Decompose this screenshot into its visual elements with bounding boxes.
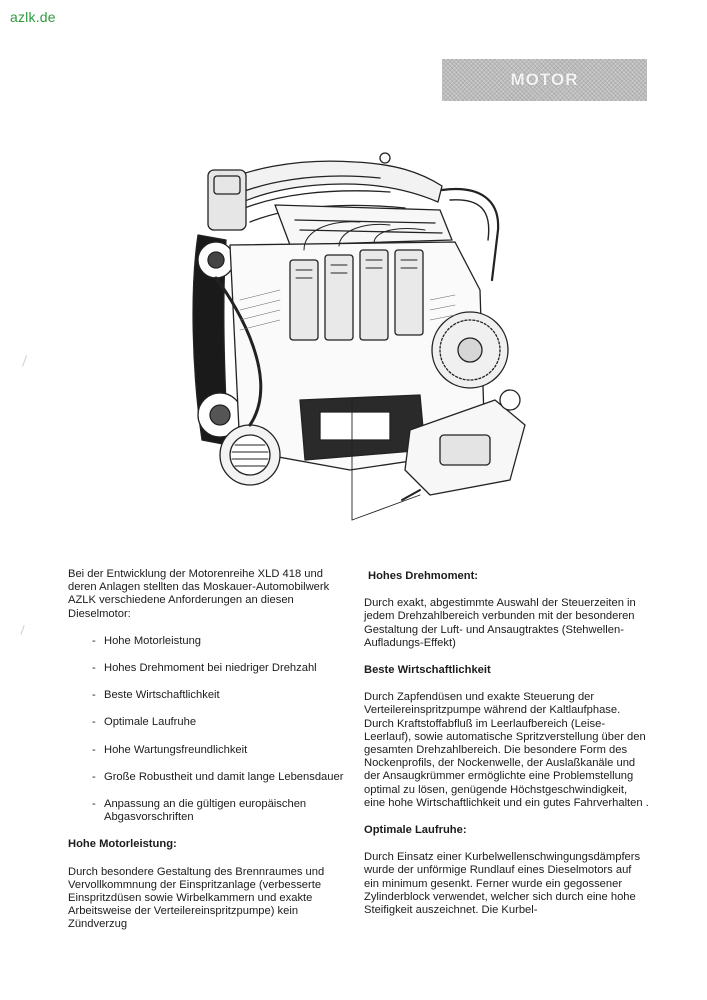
list-item-text: Beste Wirtschaftlichkeit [104, 689, 220, 702]
torque-paragraph: Durch exakt, abgestimmte Auswahl der Steuerzeiten in jedem Drehzahlbereich verbunden mit der besonderen Gestaltung der Luft- und Ansaugtraktes (Stehwellen-Aufladungs-Effekt) [364, 597, 636, 649]
section-banner [442, 59, 647, 101]
list-dash: - [92, 634, 96, 647]
list-dash: - [92, 662, 96, 675]
list-dash: - [92, 770, 96, 783]
list-item-text: Optimale Laufruhe [104, 716, 197, 729]
list-dash: - [92, 798, 96, 811]
smooth-paragraph: Durch Einsatz einer Kurbelwellenschwingungsdämpfers wurde der unförmige Rundlauf eines Dieselmotors auf ein minimum gesenkt. Ferner wurde ein gegossener Zylinderblock verwendet, welcher sich durch eine hohe Steifigkeit auszeichnet. Die Kurbel- [364, 851, 641, 917]
left-column [68, 568, 353, 932]
economy-heading: Beste Wirtschaftlichkeit [364, 664, 491, 677]
list-item-text: Große Robustheit und damit lange Lebensdauer [104, 770, 344, 783]
torque-heading: Hohes Drehmoment: [368, 570, 479, 582]
scan-mark [22, 355, 27, 367]
power-paragraph: Durch besondere Gestaltung des Brennraumes und Vervollkommnung der Einspritzanlage (verbesserte Einspritzdüsen sowie Wirbelkammern und exakte Arbeitsweise der Verteilereinspritzpumpe) kein Zündverzug [68, 865, 325, 931]
scan-mark [20, 625, 24, 635]
list-item [68, 771, 353, 784]
power-heading: Hohe Motorleistung: [68, 838, 177, 851]
engine-cutaway-illustration [180, 150, 550, 525]
list-item [68, 744, 353, 757]
requirements-list [68, 635, 353, 825]
list-item [68, 662, 353, 675]
list-item [68, 689, 353, 702]
list-dash: - [92, 743, 96, 756]
list-dash: - [92, 716, 96, 729]
intro-paragraph: Bei der Entwicklung der Motorenreihe XLD 418 und deren Anlagen stellten das Moskauer-Automobilwerk AZLK verschiedene Anforderungen an diesen Dieselmotor: [68, 568, 330, 620]
right-column [364, 570, 649, 917]
economy-paragraph: Durch Zapfendüsen und exakte Steuerung der Verteilereinspritzpumpe während der Kaltlaufphase. Durch Kraftstoffabfluß im Leerlaufbereich (Leise-Leerlauf), sowie automatische Spritzverstellung über den gesamten Drehzahlbereich. Die besondere Form des Nockenprofils, der Nockenwelle, der Auslaßkanäle und der Ansaugkrümmer ermöglichte eine Problemstellung optimal zu lösen, genügende Höchstgeschwindigkeit, eine hohe Wirtschaftlichkeit und ein gutes Fahrverhalten . [364, 691, 649, 809]
site-watermark: azlk.de [10, 9, 56, 25]
list-item [68, 798, 353, 824]
list-item [68, 635, 353, 648]
section-title: MOTOR [510, 70, 579, 89]
list-item-text: Hohe Wartungsfreundlichkeit [104, 743, 248, 756]
list-item [68, 716, 353, 729]
list-item-text: Hohes Drehmoment bei niedriger Drehzahl [104, 662, 317, 675]
smooth-heading: Optimale Laufruhe: [364, 824, 467, 837]
list-item-text: Anpassung an die gültigen europäischen Abgasvorschriften [104, 798, 307, 824]
list-dash: - [92, 689, 96, 702]
list-item-text: Hohe Motorleistung [104, 634, 202, 647]
